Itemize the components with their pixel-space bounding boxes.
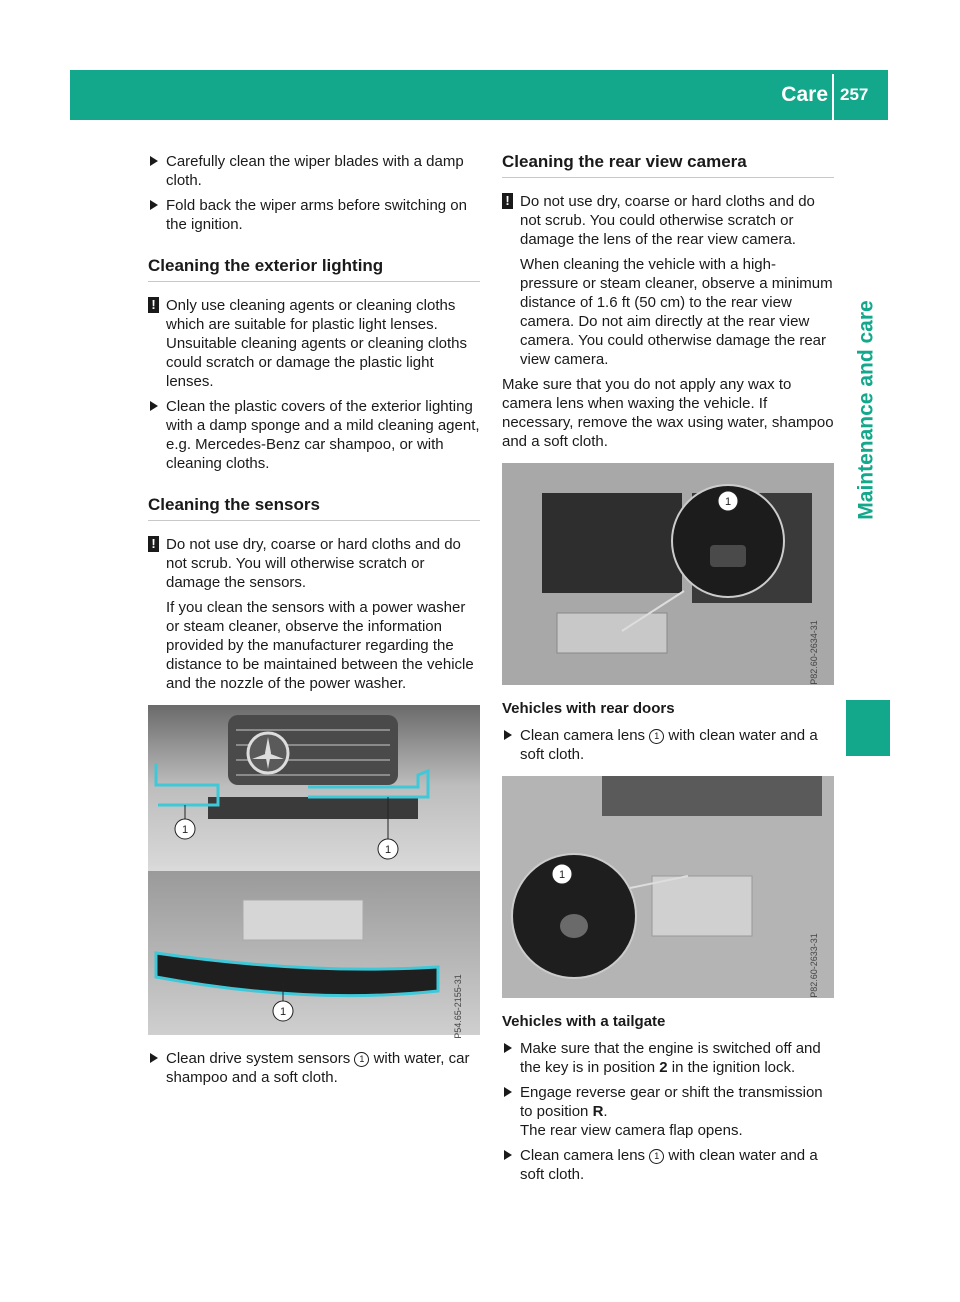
warning-text: If you clean the sensors with a power washer or steam cleaner, observe the information provided by the manufacturer regarding the distance to be maintained between the vehicle and the nozzle of the power washer. bbox=[166, 599, 474, 692]
tailgate-figure bbox=[502, 776, 834, 998]
result-text: The rear view camera flap opens. bbox=[520, 1122, 743, 1139]
exterior-lighting-heading: Cleaning the exterior lighting bbox=[148, 256, 480, 282]
figure-code: P82.60-2633-31 bbox=[808, 933, 819, 998]
figure-code: P82.60-2634-31 bbox=[808, 620, 819, 685]
rear-doors-figure bbox=[502, 463, 834, 685]
exterior-warning bbox=[148, 296, 480, 391]
gear-position: R bbox=[592, 1103, 604, 1120]
bullet-text: Clean drive system sensors bbox=[166, 1050, 351, 1067]
page-number: 257 bbox=[840, 85, 869, 104]
side-tab-block bbox=[846, 700, 890, 756]
sensors-heading: Cleaning the sensors bbox=[148, 495, 480, 521]
side-tab-label: Maintenance and care bbox=[855, 300, 879, 520]
left-column bbox=[148, 152, 480, 1093]
bullet-text: with clean water and a soft cloth. bbox=[520, 1147, 818, 1183]
list-item bbox=[148, 1049, 480, 1087]
wax-paragraph: Make sure that you do not apply any wax to camera lens when waxing the vehicle. If necessary, remove the wax using water, shampoo and a soft cloth. bbox=[502, 376, 834, 450]
figure-code: P54.65-2155-31 bbox=[452, 974, 463, 1039]
rear-doors-label: Vehicles with rear doors bbox=[502, 700, 675, 717]
camera-warning bbox=[502, 192, 834, 369]
bullet-text: with clean water and a soft cloth. bbox=[520, 727, 818, 763]
bullet-text: Clean camera lens bbox=[520, 727, 646, 744]
bullet-text: with water, car shampoo and a soft cloth. bbox=[166, 1050, 470, 1086]
bullet-text: in the ignition lock. bbox=[671, 1059, 796, 1076]
section-title: Care bbox=[781, 83, 828, 106]
list-item: Carefully clean the wiper blades with a damp cloth. bbox=[148, 152, 480, 190]
list-item bbox=[502, 726, 834, 764]
svg-text:1: 1 bbox=[181, 824, 189, 836]
list-item: Engage reverse gear or shift the transmission to position R. The rear view camera flap opens. bbox=[502, 1083, 834, 1140]
warning-icon: ! bbox=[148, 297, 159, 313]
warning-icon: ! bbox=[502, 193, 513, 209]
camera-heading: Cleaning the rear view camera bbox=[502, 152, 834, 178]
warning-text: When cleaning the vehicle with a high-pressure or steam cleaner, observe a minimum distance of 1.6 ft (50 cm) to the rear view camera. Do not aim directly at the rear view camera. You could otherwise damage the rear view camera. bbox=[520, 256, 833, 368]
list-item: Fold back the wiper arms before switching on the ignition. bbox=[148, 196, 480, 234]
svg-text:1: 1 bbox=[724, 496, 732, 508]
right-column bbox=[502, 152, 834, 1190]
side-tab bbox=[844, 120, 890, 700]
key-position: 2 bbox=[659, 1059, 668, 1076]
callout-badge: 1 bbox=[649, 1149, 664, 1164]
callout-badge: 1 bbox=[354, 1052, 369, 1067]
warning-icon: ! bbox=[148, 536, 159, 552]
sensors-figure bbox=[148, 705, 480, 1039]
bullet-text: Clean camera lens bbox=[520, 1147, 646, 1164]
sensors-warning bbox=[148, 535, 480, 693]
header-divider bbox=[832, 74, 834, 120]
warning-text: Only use cleaning agents or cleaning cloths which are suitable for plastic light lenses. Unsuitable cleaning agents or cleaning cloths could scratch or damage the plastic light lenses. bbox=[166, 297, 468, 390]
tailgate-illustration bbox=[502, 776, 834, 998]
warning-text: Do not use dry, coarse or hard cloths and do not scrub. You will otherwise scratch or damage the sensors. bbox=[166, 536, 461, 591]
list-item bbox=[502, 1146, 834, 1184]
tailgate-label: Vehicles with a tailgate bbox=[502, 1013, 666, 1030]
bullet-text: Make sure that the engine is switched off and the key is in position bbox=[520, 1040, 821, 1076]
warning-text: Do not use dry, coarse or hard cloths and do not scrub. You could otherwise scratch or damage the lens of the rear view camera. bbox=[520, 193, 815, 248]
sensors-illustration bbox=[148, 705, 480, 1035]
list-item: Clean the plastic covers of the exterior lighting with a damp sponge and a mild cleaning agent, e.g. Mercedes-Benz car shampoo, or with cleaning cloths. bbox=[148, 397, 480, 473]
bullet-text: Engage reverse gear or shift the transmission to position bbox=[520, 1084, 823, 1120]
callout-badge: 1 bbox=[649, 729, 664, 744]
rear-doors-illustration bbox=[502, 463, 834, 685]
svg-text:1: 1 bbox=[384, 844, 392, 856]
list-item bbox=[502, 1039, 834, 1077]
svg-text:1: 1 bbox=[558, 869, 566, 881]
svg-text:1: 1 bbox=[279, 1006, 287, 1018]
